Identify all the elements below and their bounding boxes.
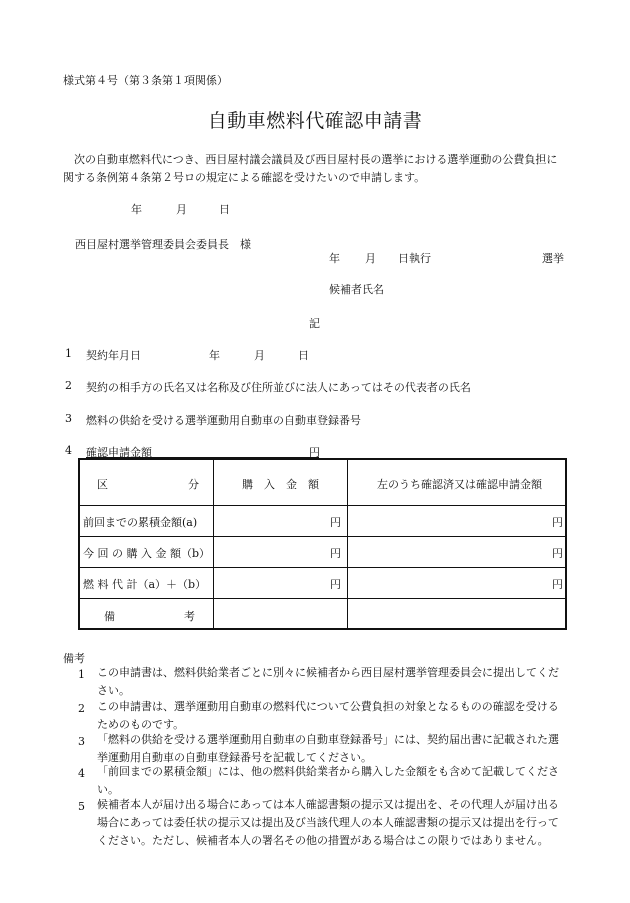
row-label-total: 燃 料 代 計（a）＋（b） — [83, 578, 207, 591]
candidate-name-label: 候補者氏名 — [329, 283, 384, 296]
election-label: 選挙 — [542, 252, 564, 265]
item3-number: 3 — [65, 412, 72, 425]
row-cumulative-confirmed-yen: 円 — [552, 516, 563, 529]
row-divider-3 — [80, 567, 565, 568]
election-month: 月 — [365, 252, 376, 265]
item4-number: 4 — [65, 444, 72, 457]
remark-1-text: この申請書は、燃料供給業者ごとに別々に候補者から西目屋村選挙管理委員会に提出してください。 — [97, 666, 559, 697]
remarks-title: 備考 — [63, 652, 85, 665]
header-confirmed-amount: 左のうち確認済又は確認申請金額 — [377, 478, 542, 491]
election-day-exec: 日執行 — [398, 252, 431, 265]
row-label-current: 今 回 の 購 入 金 額（b） — [83, 547, 211, 560]
remark-3-number: 3 — [78, 735, 85, 748]
remark-4-text: 「前回までの累積金額」には、他の燃料供給業者から購入した金額をも含めて記載してください。 — [97, 765, 559, 796]
row-label-cumulative: 前回までの累積金額(a) — [83, 516, 198, 529]
item1-label: 契約年月日 — [86, 349, 141, 362]
document-title: 自動車燃料代確認申請書 — [207, 110, 423, 132]
addressee: 西目屋村選挙管理委員会委員長 様 — [75, 238, 251, 251]
row-divider-1 — [80, 505, 565, 506]
col-divider-2 — [347, 460, 348, 628]
form-number: 様式第４号（第３条第１項関係） — [63, 74, 228, 87]
remark-2-number: 2 — [78, 702, 85, 715]
item2-number: 2 — [65, 379, 72, 392]
intro-text: 次の自動車燃料代につき、西目屋村議会議員及び西目屋村長の選挙における選挙運動の公費負担に関する条例第４条第２号ロの規定による確認を受けたいので申請します。 — [63, 153, 558, 184]
header-kubun-b: 分 — [188, 478, 199, 491]
row-current-confirmed-yen: 円 — [552, 547, 563, 560]
remark-2-text: この申請書は、選挙運動用自動車の燃料代について公費負担の対象となるものの確認を受けるためのものです。 — [97, 700, 559, 731]
row-current-purchase-yen: 円 — [330, 547, 341, 560]
header-purchase-amount: 購 入 金 額 — [242, 478, 319, 491]
header-kubun-a: 区 — [97, 478, 108, 491]
ki-label: 記 — [309, 317, 320, 330]
date-year: 年 — [131, 203, 142, 216]
item1-year: 年 — [209, 349, 220, 362]
row-total-purchase-yen: 円 — [330, 578, 341, 591]
remark-4-number: 4 — [78, 767, 85, 780]
date-day: 日 — [219, 203, 230, 216]
election-year: 年 — [329, 252, 340, 265]
item2-label: 契約の相手方の氏名又は名称及び住所並びに法人にあってはその代表者の氏名 — [86, 381, 471, 394]
remark-5-number: 5 — [78, 800, 85, 813]
item3-label: 燃料の供給を受ける選挙運動用自動車の自動車登録番号 — [86, 414, 361, 427]
item1-month: 月 — [254, 349, 265, 362]
row-divider-4 — [80, 598, 565, 599]
row-divider-2 — [80, 536, 565, 537]
row-remarks-b: 考 — [184, 610, 195, 623]
col-divider-1 — [213, 460, 214, 628]
remark-1-number: 1 — [78, 668, 85, 681]
row-total-confirmed-yen: 円 — [552, 578, 563, 591]
date-month: 月 — [176, 203, 187, 216]
row-remarks-a: 備 — [104, 610, 115, 623]
amount-table — [78, 458, 567, 630]
row-cumulative-purchase-yen: 円 — [330, 516, 341, 529]
remark-5-text: 候補者本人が届け出る場合にあっては本人確認書類の提示又は提出を、その代理人が届け出る場合にあっては委任状の提示又は提出及び当該代理人の本人確認書類の提示又は提出を行ってください。ただし、候補者本人の署名その他の措置がある場合はこの限りではありません。 — [97, 798, 559, 847]
item4-label: 確認申請金額 — [86, 446, 152, 459]
item4-amount-line — [86, 444, 319, 458]
item4-yen: 円 — [309, 446, 320, 459]
item1-day: 日 — [298, 349, 309, 362]
item1-number: 1 — [65, 347, 72, 360]
remark-3-text: 「燃料の供給を受ける選挙運動用自動車の自動車登録番号」には、契約届出書に記載された選挙運動用自動車の自動車登録番号を記載してください。 — [97, 733, 559, 764]
